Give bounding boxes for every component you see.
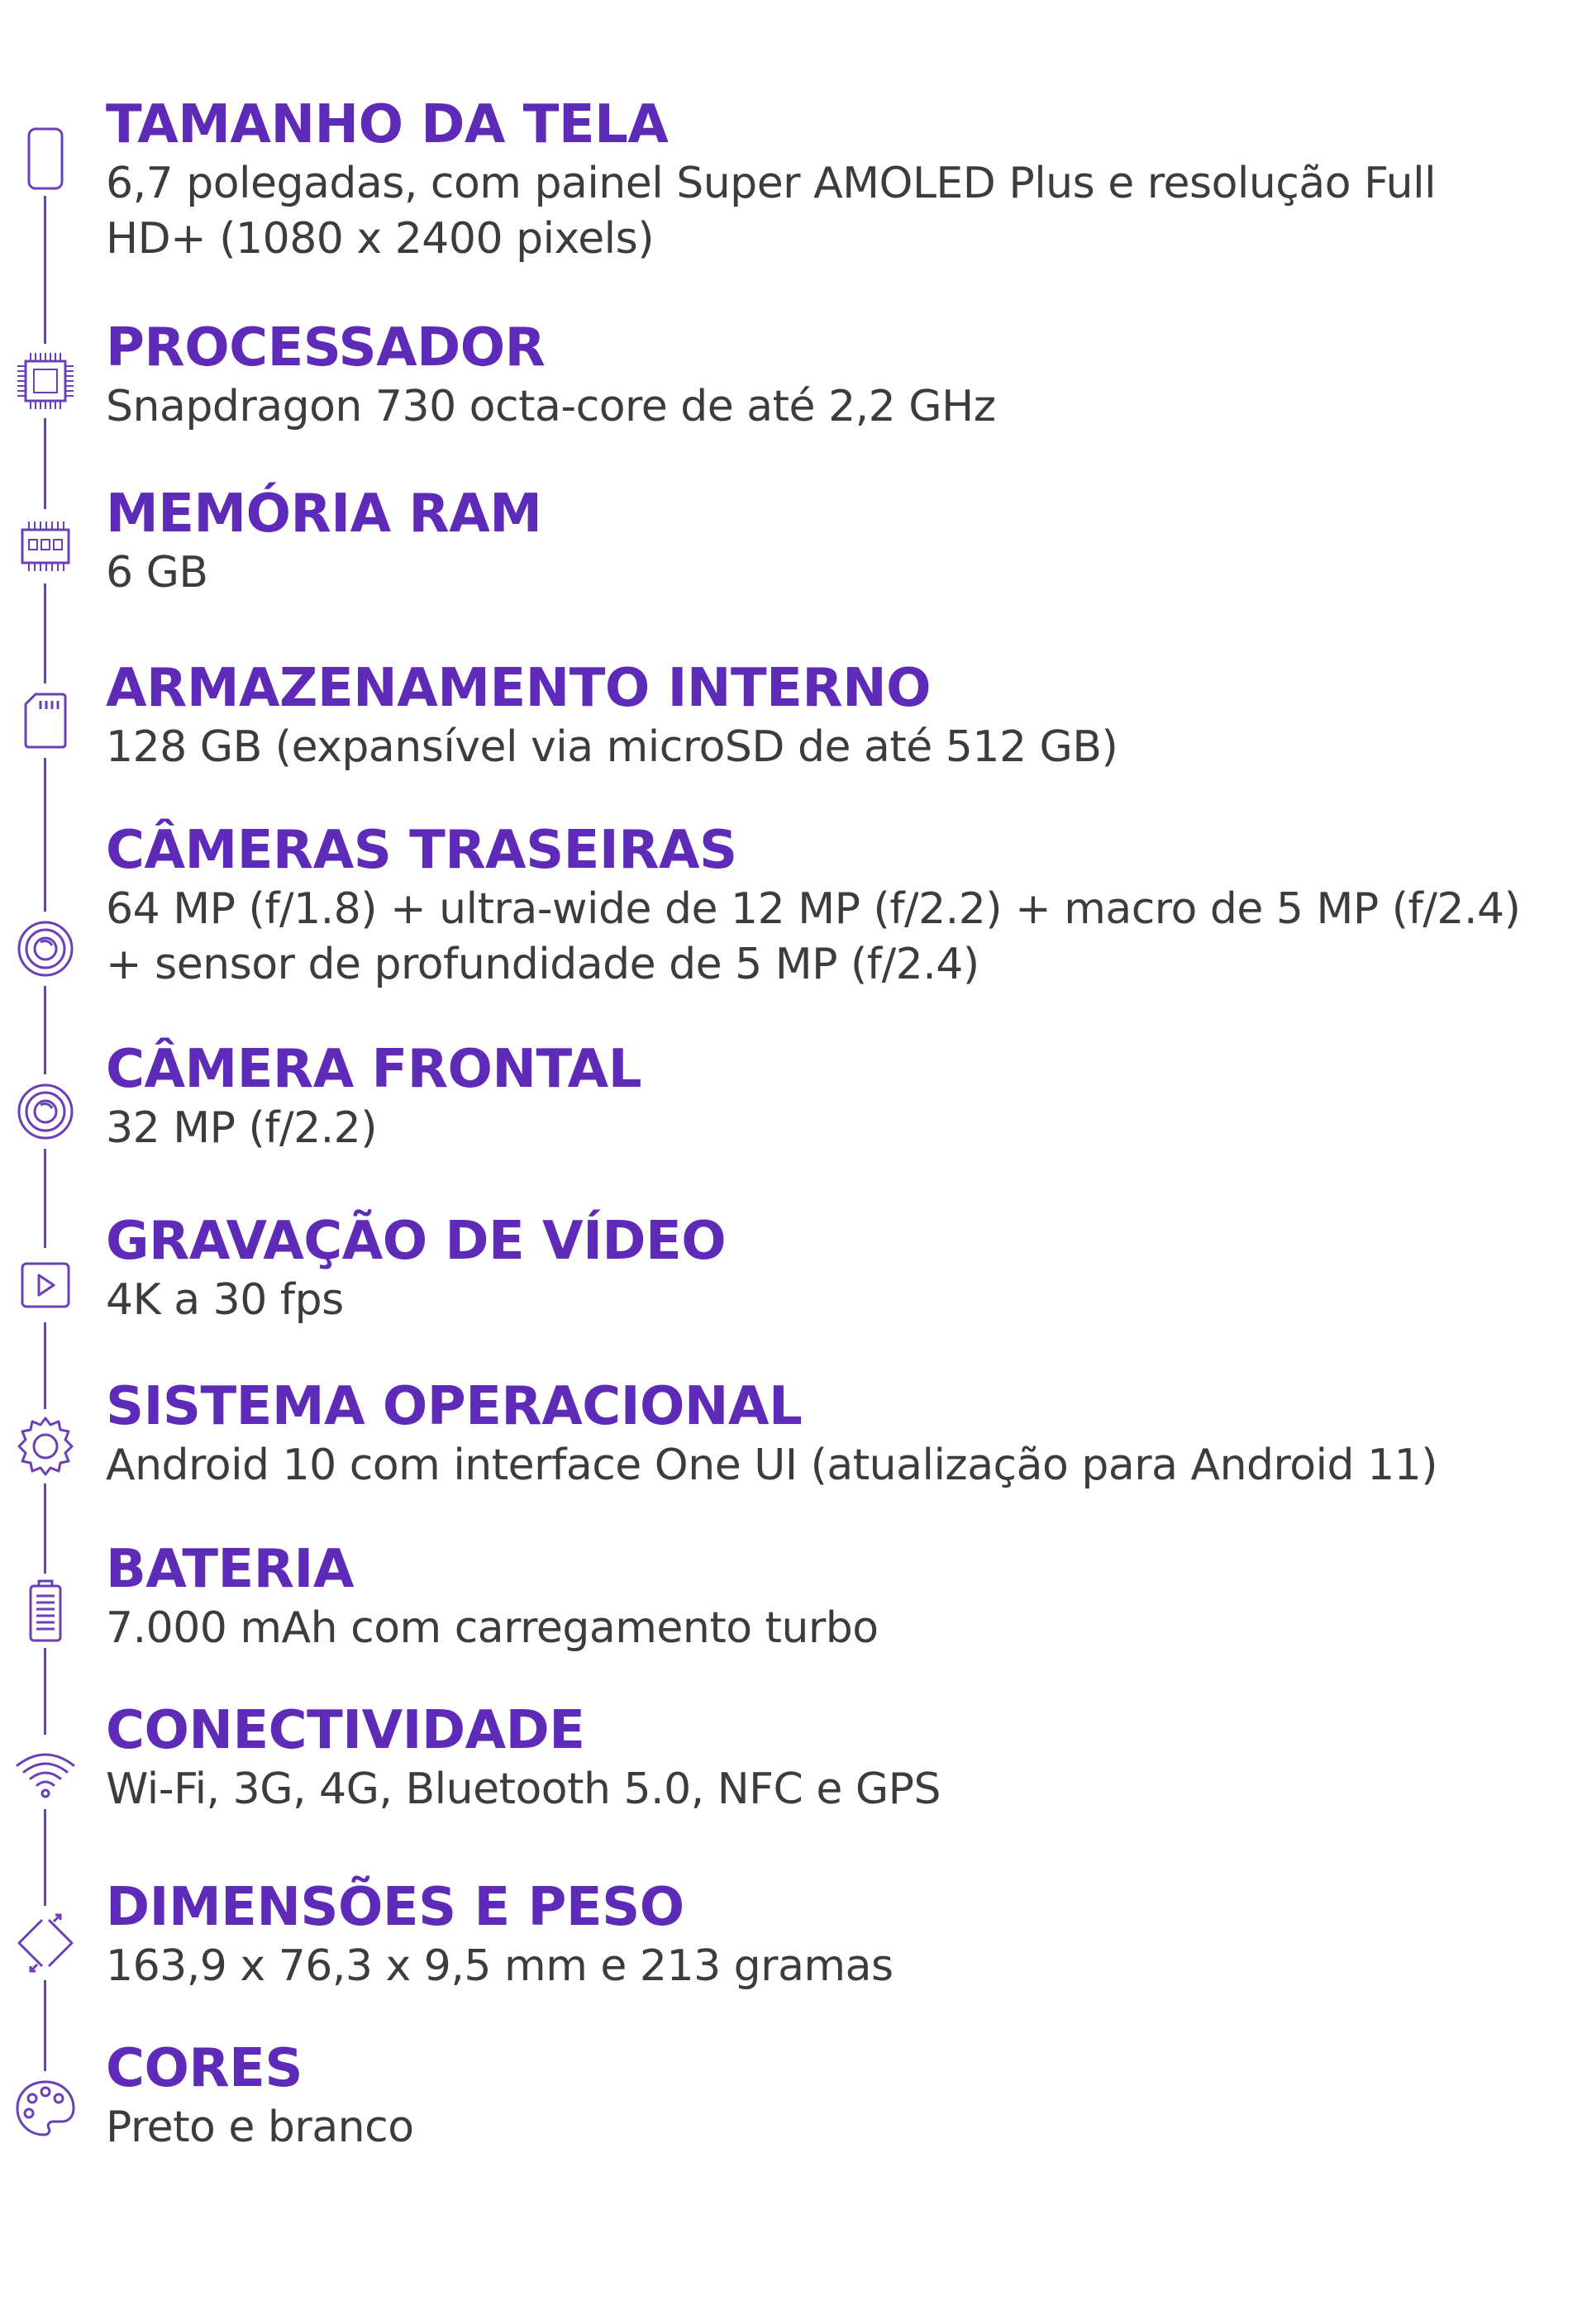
sd-card-icon: [8, 683, 83, 758]
spec-value: 7.000 mAh com carregamento turbo: [106, 1603, 879, 1653]
spec-value: Android 10 com interface One UI (atualização para Android 11): [106, 1441, 1438, 1490]
palette-icon: [8, 2071, 83, 2145]
spec-title: CÂMERAS TRASEIRAS: [106, 820, 737, 881]
wifi-icon: [8, 1735, 83, 1809]
spec-title: DIMENSÕES E PESO: [106, 1877, 684, 1938]
camera-lens-icon: [8, 912, 83, 986]
spec-title: GRAVAÇÃO DE VÍDEO: [106, 1211, 727, 1272]
spec-value: Wi-Fi, 3G, 4G, Bluetooth 5.0, NFC e GPS: [106, 1764, 941, 1814]
spec-value: 6,7 polegadas, com painel Super AMOLED Plus e resolução Full HD+ (1080 x 2400 pixels): [106, 159, 1437, 264]
spec-value: 6 GB: [106, 548, 208, 598]
camera-lens-icon: [8, 1074, 83, 1149]
gear-icon: [8, 1409, 83, 1483]
spec-title: SISTEMA OPERACIONAL: [106, 1376, 803, 1437]
resize-arrows-icon: [8, 1906, 83, 1980]
spec-value: 163,9 x 76,3 x 9,5 mm e 213 gramas: [106, 1941, 894, 1991]
processor-chip-icon: [8, 344, 83, 418]
spec-value: Snapdragon 730 octa-core de até 2,2 GHz: [106, 382, 996, 431]
spec-title: PROCESSADOR: [106, 317, 546, 379]
spec-title: MEMÓRIA RAM: [106, 483, 542, 545]
spec-title: TAMANHO DA TELA: [106, 94, 669, 155]
spec-title: ARMAZENAMENTO INTERNO: [106, 658, 932, 719]
smartphone-icon: [8, 121, 83, 196]
spec-value: 32 MP (f/2.2): [106, 1103, 378, 1153]
spec-value: 64 MP (f/1.8) + ultra-wide de 12 MP (f/2.2) + macro de 5 MP (f/2.4) + sensor de profundidade de 5 MP (f/2.4): [106, 884, 1521, 989]
video-play-icon: [8, 1248, 83, 1322]
spec-title: CONECTIVIDADE: [106, 1700, 585, 1761]
memory-chip-icon: [8, 509, 83, 583]
spec-value: 4K a 30 fps: [106, 1275, 344, 1325]
spec-title: BATERIA: [106, 1539, 354, 1600]
spec-title: CÂMERA FRONTAL: [106, 1039, 641, 1100]
spec-value: Preto e branco: [106, 2103, 414, 2152]
timeline-line: [44, 157, 46, 2141]
spec-title: CORES: [106, 2038, 303, 2099]
spec-value: 128 GB (expansível via microSD de até 512 GB): [106, 722, 1118, 772]
battery-icon: [8, 1574, 83, 1648]
